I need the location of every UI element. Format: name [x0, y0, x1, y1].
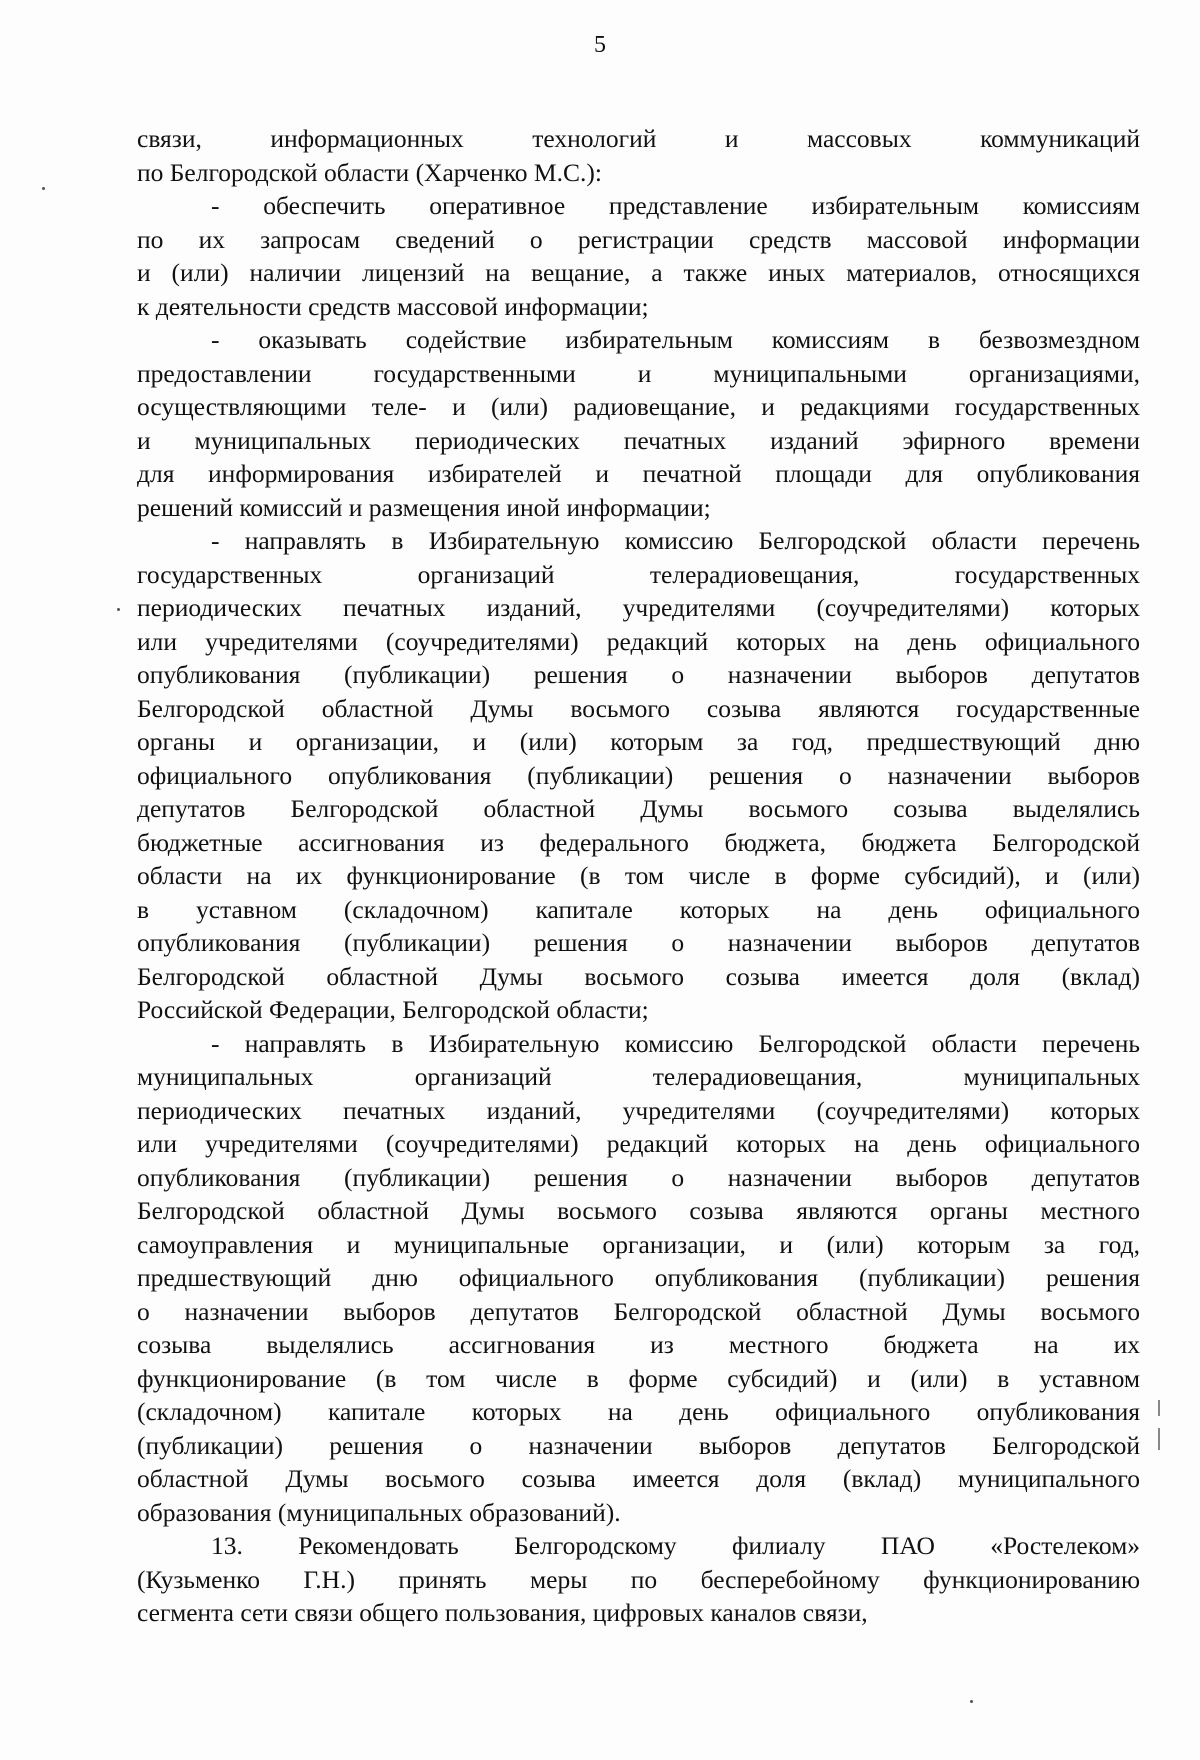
- text-line: - направлять в Избирательную комиссию Белгородской области перечень: [211, 526, 1140, 555]
- page-number: 5: [594, 32, 606, 58]
- text-line: официального опубликования (публикации) решения о назначении выборов: [137, 760, 1140, 790]
- text-line: и (или) наличии лицензий на вещание, а также иных материалов, относящихся: [137, 258, 1140, 287]
- text-line: или учредителями (соучредителями) редакций которых на день официального: [137, 626, 1140, 656]
- text-line: о назначении выборов депутатов Белгородской областной Думы восьмого: [137, 1296, 1140, 1326]
- text-line: по Белгородской области (Харченко М.С.):: [137, 157, 602, 187]
- text-line: предоставлении государственными и муниципальными организациями,: [137, 358, 1140, 388]
- text-line: опубликования (публикации) решения о назначении выборов депутатов: [137, 1162, 1140, 1192]
- scan-speck: [42, 187, 45, 190]
- text-line: к деятельности средств массовой информации;: [137, 291, 649, 321]
- text-line: - направлять в Избирательную комиссию Белгородской области перечень: [211, 1028, 1140, 1058]
- text-line: опубликования (публикации) решения о назначении выборов депутатов: [137, 928, 1140, 957]
- text-line: Белгородской областной Думы восьмого созыва имеется доля (вклад): [137, 961, 1140, 991]
- text-line: созыва выделялись ассигнования из местного бюджета на их: [137, 1330, 1140, 1359]
- text-line: депутатов Белгородской областной Думы восьмого созыва выделялись: [137, 794, 1140, 823]
- text-line: предшествующий дню официального опубликования (публикации) решения: [137, 1263, 1140, 1292]
- text-line: функционирование (в том числе в форме субсидий) и (или) в уставном: [137, 1363, 1140, 1393]
- text-line: (публикации) решения о назначении выборов депутатов Белгородской: [137, 1430, 1140, 1460]
- text-line: органы и организации, и (или) которым за год, предшествующий дню: [137, 727, 1140, 756]
- text-line: для информирования избирателей и печатной площади для опубликования: [137, 459, 1140, 488]
- text-line: решений комиссий и размещения иной информации;: [137, 492, 711, 522]
- text-line: опубликования (публикации) решения о назначении выборов депутатов: [137, 660, 1140, 689]
- scan-mark: [1158, 1428, 1160, 1450]
- text-line: Белгородской областной Думы восьмого созыва являются государственные: [137, 693, 1140, 723]
- text-line: бюджетные ассигнования из федерального бюджета, бюджета Белгородской: [137, 827, 1140, 857]
- text-line: - обеспечить оперативное представление избирательным комиссиям: [211, 191, 1140, 220]
- text-line: или учредителями (соучредителями) редакций которых на день официального: [137, 1129, 1140, 1158]
- scan-speck: [970, 1700, 973, 1703]
- text-line: областной Думы восьмого созыва имеется доля (вклад) муниципального: [137, 1464, 1140, 1493]
- text-line: по их запросам сведений о регистрации средств массовой информации: [137, 224, 1140, 254]
- text-line: и муниципальных периодических печатных изданий эфирного времени: [137, 425, 1140, 455]
- text-line: 13. Рекомендовать Белгородскому филиалу ПАО «Ростелеком»: [211, 1531, 1140, 1560]
- text-line: связи, информационных технологий и массовых коммуникаций: [137, 124, 1140, 153]
- text-line: периодических печатных изданий, учредителями (соучредителями) которых: [137, 1095, 1140, 1125]
- text-line: Белгородской областной Думы восьмого созыва являются органы местного: [137, 1196, 1140, 1225]
- scan-speck: [117, 608, 120, 611]
- text-line: осуществляющими теле- и (или) радиовещание, и редакциями государственных: [137, 392, 1140, 421]
- text-line: самоуправления и муниципальные организации, и (или) которым за год,: [137, 1229, 1140, 1259]
- text-line: (Кузьменко Г.Н.) принять меры по бесперебойному функционированию: [137, 1564, 1140, 1594]
- text-line: Российской Федерации, Белгородской области;: [137, 995, 649, 1024]
- text-line: периодических печатных изданий, учредителями (соучредителями) которых: [137, 593, 1140, 622]
- text-line: (складочном) капитале которых на день официального опубликования: [137, 1397, 1140, 1426]
- text-line: - оказывать содействие избирательным комиссиям в безвозмездном: [211, 325, 1140, 354]
- text-line: государственных организаций телерадиовещания, государственных: [137, 559, 1140, 589]
- scan-mark: [1158, 1400, 1160, 1416]
- body-text: [137, 122, 1140, 1630]
- text-line: сегмента сети связи общего пользования, цифровых каналов связи,: [137, 1598, 868, 1627]
- text-line: области на их функционирование (в том числе в форме субсидий), и (или): [137, 861, 1140, 890]
- text-line: образования (муниципальных образований).: [137, 1497, 621, 1527]
- text-line: в уставном (складочном) капитале которых на день официального: [137, 894, 1140, 924]
- text-line: муниципальных организаций телерадиовещания, муниципальных: [137, 1062, 1140, 1091]
